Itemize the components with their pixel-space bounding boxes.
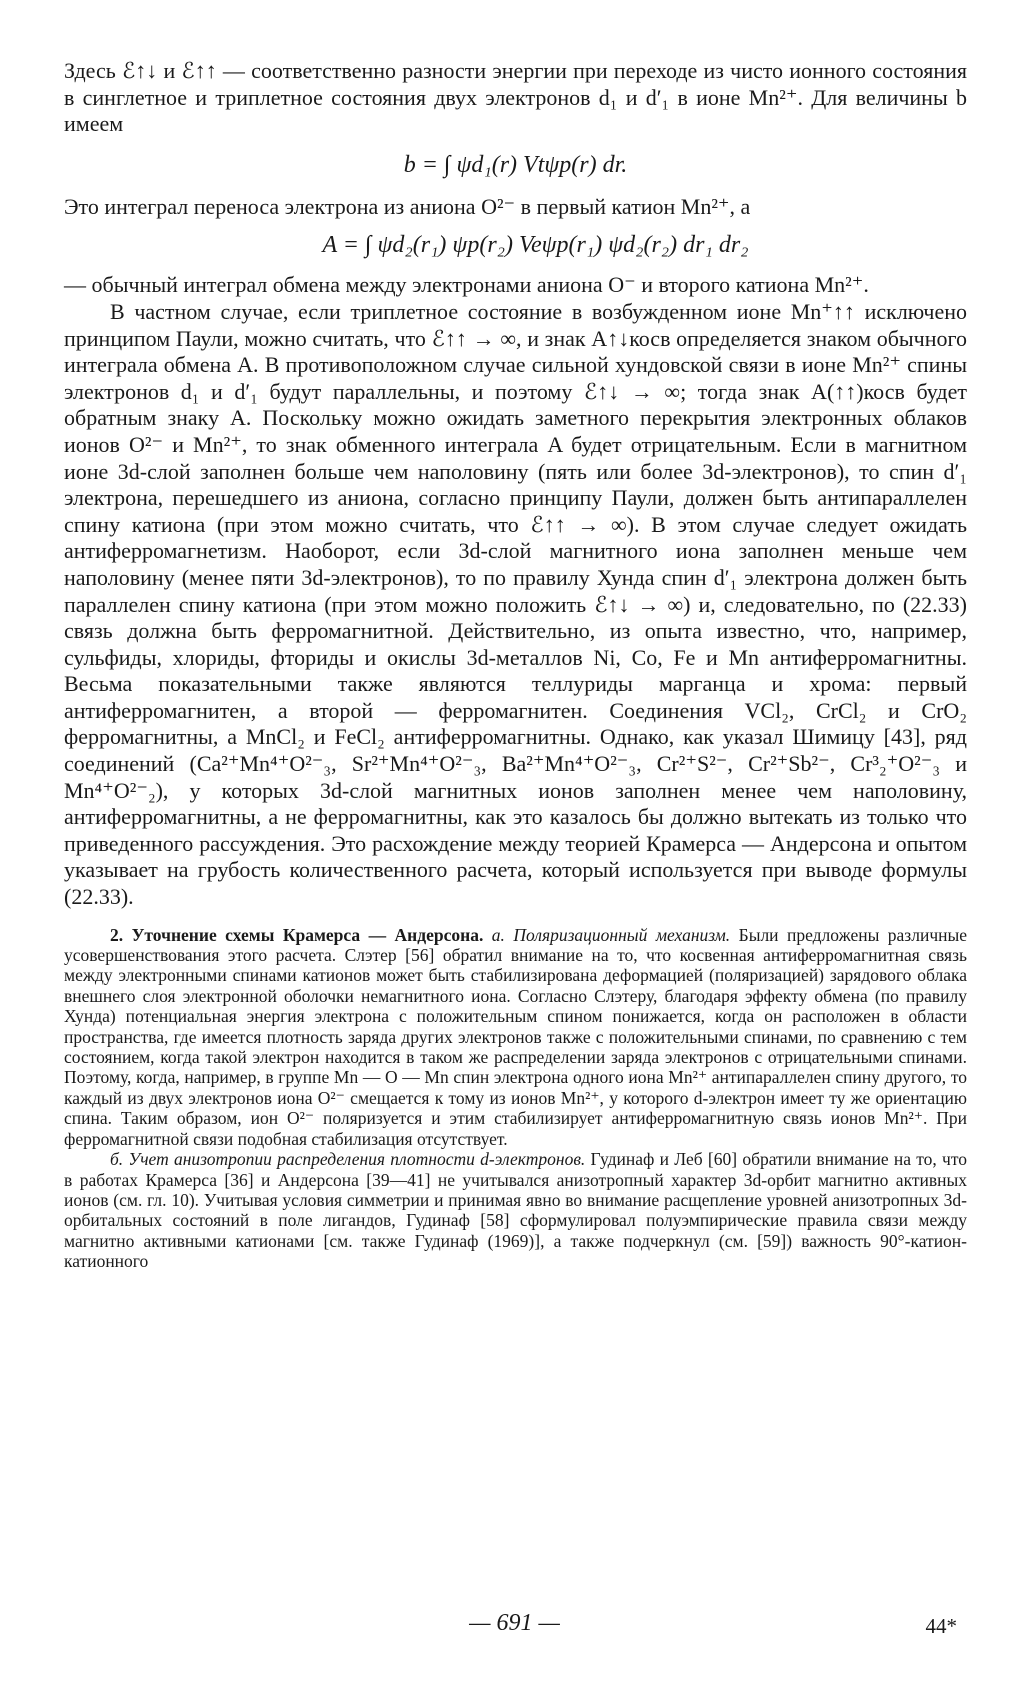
subsection-anisotropy-title: б. Учет анизотропии распределения плотности d-электронов. — [110, 1149, 586, 1170]
paragraph-special-case: В частном случае, если триплетное состояние в возбужденном ионе Mn⁺↑↑ исключено принципом Паули, можно считать, что ℰ↑↑ → ∞, и знак A↑↓косв определяется знаком обычного интеграла обмена A. В противоположном случае сильной хундовской связи в ионе Mn²⁺ спины электронов d₁ и d′₁ будут параллельны, и поэтому ℰ↑↓ → ∞; тогда знак A(↑↑)косв будет обратным знаку A. Поскольку можно ожидать заметного перекрытия электронных облаков ионов O²⁻ и Mn²⁺, то знак обменного интеграла A будет отрицательным. Если в магнитном ионе 3d-слой заполнен больше чем наполовину (пять или более 3d-электронов), то спин d′₁ электрона, перешедшего из аниона, согласно принципу Паули, должен быть антипараллелен спину катиона (при этом можно считать, что ℰ↑↑ → ∞). В этом случае следует ожидать антиферромагнетизм. Наоборот, если 3d-слой магнитного иона заполнен меньше чем наполовину (менее пяти 3d-электронов), то по правилу Хунда спин d′₁ электрона должен быть параллелен спину катиона (при этом можно положить ℰ↑↓ → ∞) и, следовательно, по (22.33) связь должна быть ферромагнитной. Действительно, из опыта известно, что, например, сульфиды, хлориды, фториды и окислы 3d-металлов Ni, Co, Fe и Mn антиферромагнитны. Весьма показательными также являются теллуриды марганца и хрома: первый антиферромагнитен, а второй — ферромагнитен. Соединения VCl₂, CrCl₂ и CrO₂ ферромагнитны, а MnCl₂ и FeCl₂ антиферромагнитны. Однако, как указал Шимицу [43], ряд соединений (Ca²⁺Mn⁴⁺O²⁻₃, Sr²⁺Mn⁴⁺O²⁻₃, Ba²⁺Mn⁴⁺O²⁻₃, Cr²⁺S²⁻, Cr²⁺Sb²⁻, Cr³₂⁺O²⁻₃ и Mn⁴⁺O²⁻₂), у которых 3d-слой магнитных ионов заполнен менее чем наполовину, антиферромагнитны, а не ферромагнитны, как это казалось бы должно вытекать из только что приведенного рассуждения. Это расхождение между теорией Крамерса — Андерсона и опытом указывает на грубость количественного расчета, который используется при выводе формулы (22.33). — [64, 298, 967, 910]
section-kramers-anderson — [64, 925, 967, 1149]
subsection-anisotropy-text: Гудинаф и Леб [60] обратили внимание на то, что в работах Крамерса [36] и Андерсона [39—41] не учитывался анизотропный характер 3d-орбит магнитно активных ионов (см. гл. 10). Учитывая условия симметрии и принимая явно во внимание расщепление уровней анизотропных 3d-орбитальных состояний в поле лигандов, Гудинаф [58] сформулировал полуэмпирические правила связи между магнитно активными катионами [см. также Гудинаф (1969)], а также подчеркнул (см. [59]) важность 90°-катион-катионного — [64, 1149, 968, 1272]
subsection-polarization-title: а. Поляризационный механизм. — [491, 924, 731, 945]
page-number: — 691 — — [469, 1610, 560, 1636]
printer-signature: 44* — [925, 1614, 957, 1638]
paragraph-exchange-integral: — обычный интеграл обмена между электронами аниона O⁻ и второго катиона Mn²⁺. — [64, 272, 869, 298]
section-heading: 2. Уточнение схемы Крамерса — Андерсона. — [110, 924, 484, 945]
paragraph-intro: Здесь ℰ↑↓ и ℰ↑↑ — соответственно разности энергии при переходе из чисто ионного состояния в синглетное и триплетное состояния двух электронов d₁ и d′₁ в ионе Mn²⁺. Для величины b имеем — [64, 58, 967, 137]
subsection-anisotropy — [64, 1149, 967, 1271]
formula-b: b = ∫ ψd₁(r) Vtψp(r) dr. — [403, 151, 628, 178]
page-footer — [0, 1610, 1029, 1650]
paragraph-transfer-integral: Это интеграл переноса электрона из аниона O²⁻ в первый катион Mn²⁺, а — [64, 193, 751, 219]
section-polarization-text: Были предложены различные усовершенствования этого расчета. Слэтер [56] обратил внимание на то, что косвенная антиферромагнитная связь между электронными спинами катионов может быть стабилизирована деформацией (поляризацией) зарядового облака внешнего слоя электронной оболочки немагнитного иона. Согласно Слэтеру, благодаря эффекту обмена (по правилу Хунда) потенциальная энергия электрона с положительным спином понижается, когда он расположен в области пространства, где имеется плотность заряда других электронов также с положительными спинами, по сравнению с тем состоянием, когда такой электрон находится в таком же распределении заряда электронов с отрицательными спинами. Поэтому, когда, например, в группе Mn — O — Mn спин электрона одного иона Mn²⁺ антипараллелен спину другого, то каждый из двух электронов иона O²⁻ смещается к тому из ионов Mn²⁺, у которого d-электрон имеет ту же ориентацию спина. Таким образом, ион O²⁻ поляризуется и этим стабилизирует антиферромагнитную связь ионов Mn²⁺. При ферромагнитной связи подобная стабилизация отсутствует. — [64, 924, 968, 1149]
formula-a: A = ∫ ψd₂(r₁) ψp(r₂) Veψp(r₁) ψd₂(r₂) dr₁ dr₂ — [322, 232, 749, 259]
